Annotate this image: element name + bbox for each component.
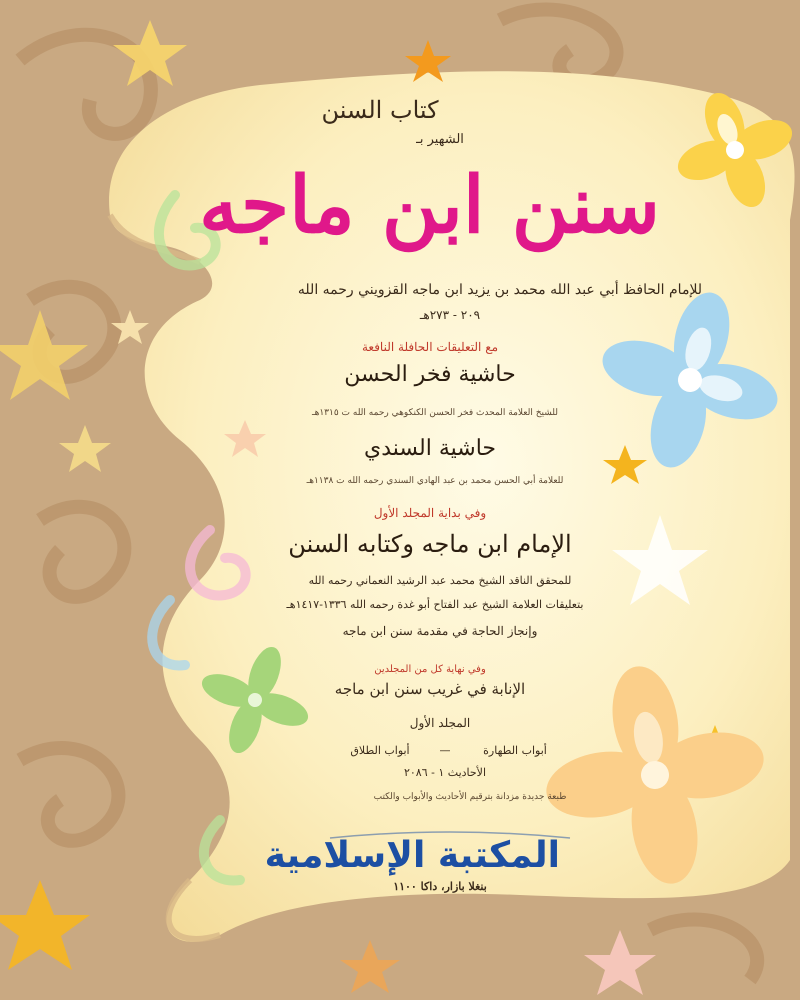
chapters-end: أبواب الطلاق <box>350 744 410 757</box>
publisher-name: المكتبة الإسلامية <box>264 835 560 876</box>
hashiya-sindi-author: للعلامة أبي الحسن محمد بن عبد الهادي السندي رحمه الله ت ١١٣٨هـ <box>306 476 564 486</box>
book-label: كتاب السنن <box>321 96 439 124</box>
edition-note: طبعة جديدة مزدانة بترقيم الأحاديث والأبواب والكتب <box>373 792 567 802</box>
intro-title: الإمام ابن ماجه وكتابه السنن <box>288 530 572 558</box>
volume-label: المجلد الأول <box>409 716 471 730</box>
intro-notes: بتعليقات العلامة الشيخ عبد الفتاح أبو غدة رحمه الله ١٣٣٦-١٤١٧هـ <box>286 598 584 611</box>
ashhar-label: الشهير بـ <box>416 132 464 147</box>
hashiya-fakhr-title: حاشية فخر الحسن <box>344 362 516 387</box>
author-dates: ٢٠٩ - ٢٧٣هـ <box>419 308 481 322</box>
hashiya-sindi-title: حاشية السندي <box>363 436 496 461</box>
end-label: وفي نهاية كل من المجلدين <box>374 664 486 675</box>
intro-label: وفي بداية المجلد الأول <box>373 506 487 520</box>
author-line: للإمام الحافظ أبي عبد الله محمد بن يزيد ابن ماجه القزويني رحمه الله <box>297 282 703 298</box>
hashiya-fakhr-author: للشيخ العلامة المحدث فخر الحسن الكنكوهي رحمه الله ت ١٣١٥هـ <box>311 408 559 418</box>
publisher-address: بنغلا بازار، داكا ١١٠٠ <box>393 880 487 893</box>
end-title: الإنابة في غريب سنن ابن ماجه <box>334 680 526 698</box>
intro-extra: وإنجاز الحاجة في مقدمة سنن ابن ماجه <box>342 624 538 638</box>
intro-author: للمحقق الناقد الشيخ محمد عبد الرشيد النعماني رحمه الله <box>308 574 572 587</box>
chapters-start: أبواب الطهارة <box>483 744 547 757</box>
main-title: سنن ابن ماجه <box>199 160 660 251</box>
notes-intro: مع التعليقات الحافلة النافعة <box>361 340 499 354</box>
hadith-range: الأحاديث ١ - ٢٠٨٦ <box>403 766 487 779</box>
chapters-dash: — <box>439 744 451 757</box>
